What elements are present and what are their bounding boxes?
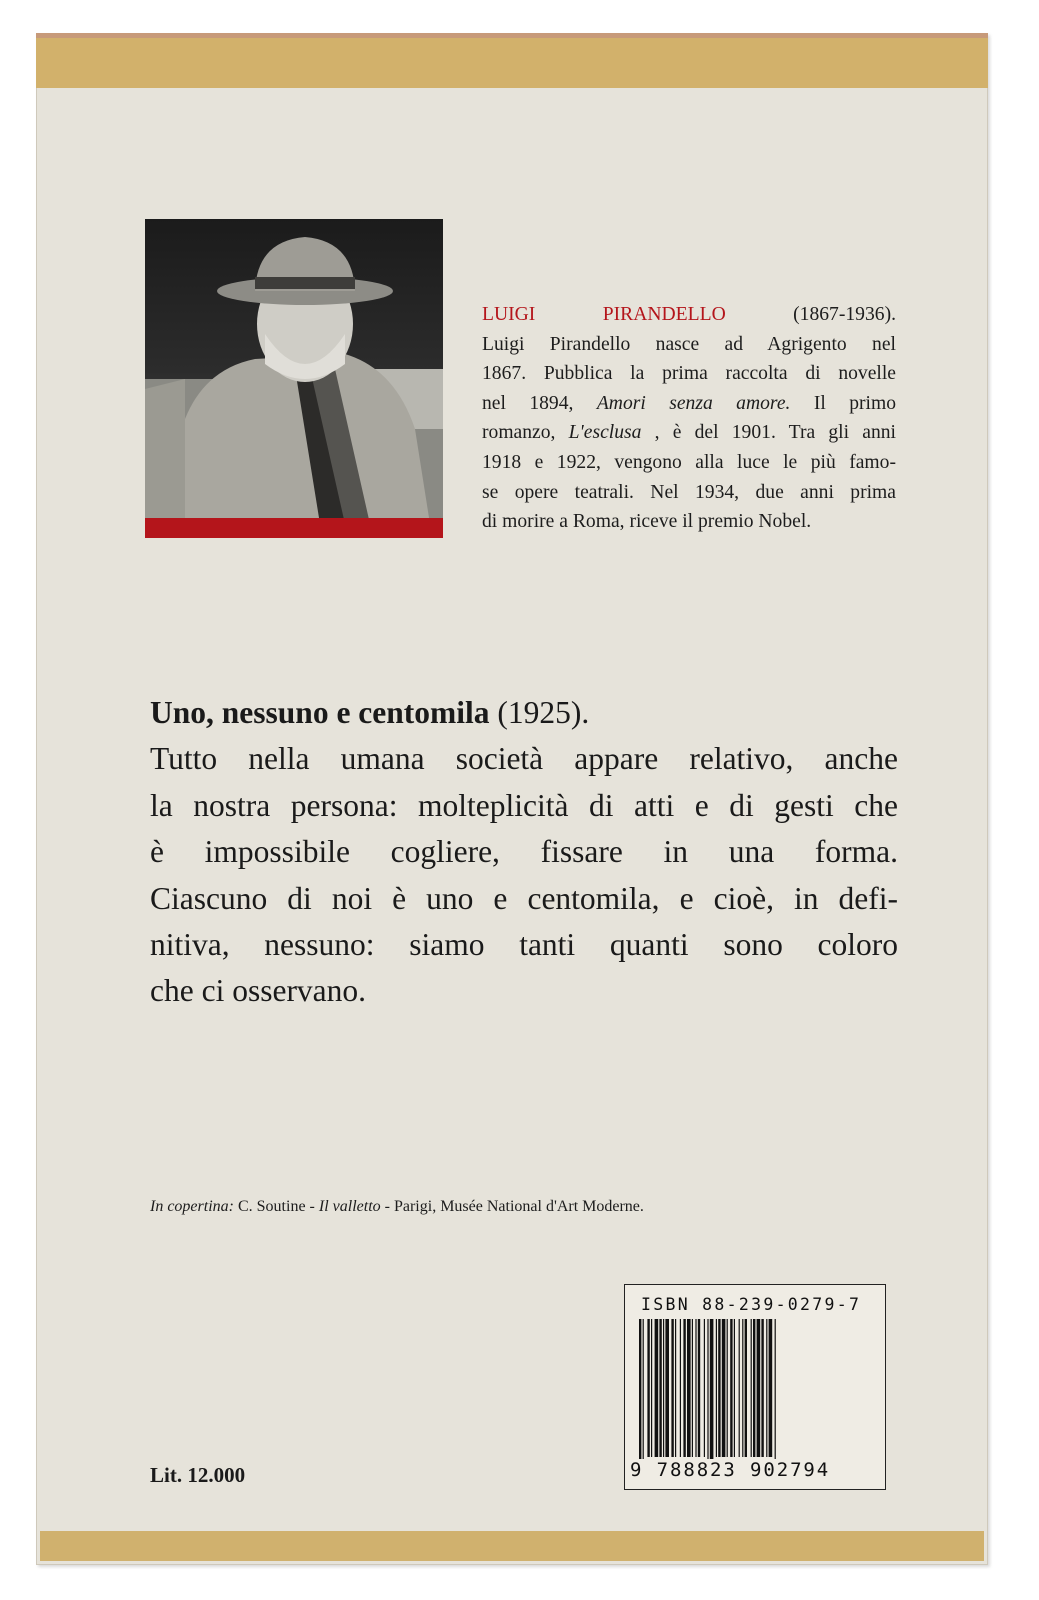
bio-line [482, 389, 896, 419]
barcode-bar [775, 1319, 776, 1469]
cover-credit [150, 1198, 644, 1216]
book-year: (1925). [497, 695, 590, 730]
barcode-bar [680, 1319, 681, 1457]
barcode [633, 1319, 877, 1469]
barcode-bar [742, 1319, 743, 1457]
bio-line: di morire a Roma, riceve il premio Nobel. [482, 511, 812, 533]
barcode-bar [751, 1319, 752, 1457]
isbn-barcode-box [624, 1284, 886, 1490]
barcode-bar [707, 1319, 708, 1469]
photo-red-bar [145, 518, 443, 538]
synopsis-heading [150, 690, 898, 736]
barcode-bar [757, 1319, 761, 1457]
book-title-amori: Amori senza amore. [596, 392, 791, 414]
barcode-bar [647, 1319, 649, 1457]
credit-place: - Parigi, Musée National d'Art Moderne. [384, 1198, 644, 1215]
top-edge-band [36, 33, 988, 88]
barcode-bar [745, 1319, 747, 1457]
bio-fragment: , è del 1901. Tra gli anni [654, 422, 896, 444]
barcode-bar [730, 1319, 732, 1457]
book-title-esclusa: L'esclusa [568, 422, 642, 444]
barcode-bar [651, 1319, 652, 1457]
bio-line: Luigi Pirandello nasce ad Agrigento nel [482, 333, 896, 355]
barcode-bar [655, 1319, 659, 1457]
credit-label: In copertina: [150, 1198, 234, 1215]
barcode-bar [639, 1319, 641, 1469]
barcode-bar [692, 1319, 693, 1457]
credit-work: Il valletto [318, 1198, 381, 1215]
credit-artist: C. Soutine - [237, 1198, 315, 1215]
ean-number: 9 788823 902794 [630, 1459, 831, 1481]
barcode-bar [695, 1319, 696, 1457]
bio-fragment: nel 1894, [482, 392, 574, 414]
book-title: Uno, nessuno e centomila [150, 695, 490, 730]
book-synopsis [150, 690, 898, 1015]
synopsis-line: nitiva, nessuno: siamo tanti quanti sono coloro [150, 927, 898, 963]
barcode-bar [761, 1319, 763, 1457]
bio-line: 1867. Pubblica la prima raccolta di novelle [482, 363, 896, 385]
barcode-bar [675, 1319, 676, 1457]
synopsis-line: che ci osservano. [150, 973, 367, 1009]
author-name: LUIGI PIRANDELLO [482, 304, 726, 325]
top-edge-line [36, 33, 988, 38]
barcode-bar [734, 1319, 735, 1457]
barcode-bar [710, 1319, 714, 1469]
barcode-bar [671, 1319, 673, 1457]
barcode-bar [718, 1319, 720, 1457]
author-photo [145, 219, 443, 524]
barcode-bar [716, 1319, 717, 1457]
bio-line: 1918 e 1922, vengono alla luce le più famo- [482, 451, 896, 473]
barcode-bar [727, 1319, 728, 1457]
price: Lit. 12.000 [150, 1463, 246, 1487]
bio-line: se opere teatrali. Nel 1934, due anni prima [482, 481, 896, 503]
synopsis-line: è impossibile cogliere, fissare in una forma. [150, 834, 898, 870]
barcode-bar [704, 1319, 705, 1457]
bio-fragment: Il primo [813, 392, 897, 414]
barcode-bar [659, 1319, 661, 1457]
barcode-bar [663, 1319, 664, 1457]
synopsis-line: Tutto nella umana società appare relativo, anche [150, 741, 898, 777]
barcode-bar [643, 1319, 644, 1469]
bio-fragment: romanzo, [482, 422, 556, 444]
author-bio [482, 300, 896, 537]
barcode-bar [739, 1319, 740, 1457]
synopsis-line: la nostra persona: molteplicità di atti e di gesti che [150, 787, 898, 823]
barcode-bar [698, 1319, 700, 1457]
barcode-bar [683, 1319, 685, 1457]
barcode-bar [665, 1319, 669, 1457]
synopsis-line: Ciascuno di noi è uno e centomila, e cioè, in defi- [150, 880, 898, 916]
barcode-bar [769, 1319, 773, 1457]
author-years: (1867-1936). [793, 304, 896, 325]
bottom-edge-band [40, 1531, 984, 1561]
barcode-bar [722, 1319, 726, 1457]
bio-heading [482, 300, 896, 330]
bio-line [482, 418, 896, 448]
barcode-bar [766, 1319, 767, 1457]
barcode-bar [687, 1319, 691, 1457]
isbn-text: ISBN 88-239-0279-7 [641, 1295, 862, 1314]
barcode-bar [753, 1319, 755, 1457]
